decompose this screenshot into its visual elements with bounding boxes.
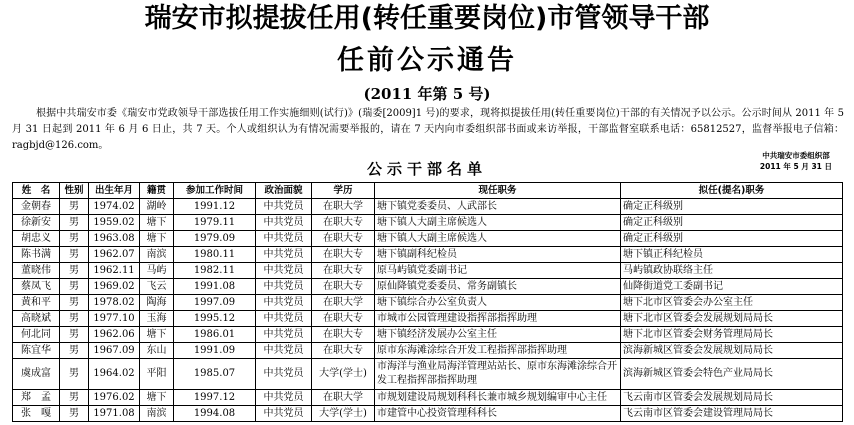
cell-birth: 1969.02 (89, 279, 140, 295)
table-row (13, 390, 843, 406)
cell-name: 徐新安 (13, 215, 60, 231)
header-proposed-post: 拟任(提名)职务 (621, 183, 843, 199)
cell-proposed-post: 飞云南市区管委会建设管理局局长 (621, 406, 843, 422)
cell-education: 在职大专 (312, 327, 375, 343)
cell-birth: 1962.06 (89, 327, 140, 343)
cell-native-place: 塘下 (140, 390, 174, 406)
cell-political-status: 中共党员 (256, 327, 312, 343)
cell-gender: 男 (60, 279, 89, 295)
cell-education: 在职大专 (312, 279, 375, 295)
cell-native-place: 陶海 (140, 295, 174, 311)
cell-work-start: 1991.08 (174, 279, 256, 295)
cell-education: 在职大专 (312, 231, 375, 247)
table-row (13, 279, 843, 295)
cell-work-start: 1980.11 (174, 247, 256, 263)
cell-current-post: 塘下镇人大副主席候选人 (375, 215, 621, 231)
cell-name: 何北同 (13, 327, 60, 343)
cell-political-status: 中共党员 (256, 279, 312, 295)
cell-current-post: 原仙降镇党委委员、常务副镇长 (375, 279, 621, 295)
cell-political-status: 中共党员 (256, 199, 312, 215)
header-birth: 出生年月 (89, 183, 140, 199)
cell-current-post: 塘下镇党委委员、人武部长 (375, 199, 621, 215)
table-row (13, 359, 843, 390)
cell-proposed-post: 飞云南市区管委会发展规划局局长 (621, 390, 843, 406)
table-row (13, 295, 843, 311)
cell-native-place: 飞云 (140, 279, 174, 295)
notice-subtitle: 任前公示通告 (337, 45, 517, 76)
issue-number: (2011 年第 5 号) (363, 85, 491, 103)
header-native-place: 籍贯 (140, 183, 174, 199)
table-row (13, 311, 843, 327)
cell-proposed-post: 仙降街道党工委副书记 (621, 279, 843, 295)
cell-native-place: 湖岭 (140, 199, 174, 215)
list-title: 公示干部名单 (366, 160, 487, 178)
cell-gender: 男 (60, 311, 89, 327)
cell-proposed-post: 塘下镇正科纪检员 (621, 247, 843, 263)
cell-birth: 1962.07 (89, 247, 140, 263)
cell-birth: 1963.08 (89, 231, 140, 247)
cell-birth: 1971.08 (89, 406, 140, 422)
cell-name: 黄和平 (13, 295, 60, 311)
cell-work-start: 1995.12 (174, 311, 256, 327)
cell-work-start: 1991.12 (174, 199, 256, 215)
cell-political-status: 中共党员 (256, 231, 312, 247)
table-row (13, 231, 843, 247)
table-row (13, 199, 843, 215)
cell-name: 胡忠义 (13, 231, 60, 247)
cell-gender: 男 (60, 247, 89, 263)
cell-name: 高晓斌 (13, 311, 60, 327)
cell-gender: 男 (60, 231, 89, 247)
cell-education: 在职大专 (312, 263, 375, 279)
cell-gender: 男 (60, 263, 89, 279)
issuer-date: 2011 年 5 月 31 日 (759, 162, 832, 171)
header-gender: 性别 (60, 183, 89, 199)
cell-work-start: 1982.11 (174, 263, 256, 279)
cell-political-status: 中共党员 (256, 247, 312, 263)
cell-current-post: 原马屿镇党委副书记 (375, 263, 621, 279)
cell-birth: 1959.02 (89, 215, 140, 231)
table-header-row (13, 183, 843, 199)
cell-native-place: 东山 (140, 343, 174, 359)
cell-proposed-post: 塘下北市区管委会发展规划局局长 (621, 311, 843, 327)
cell-proposed-post: 塘下北市区管委会办公室主任 (621, 295, 843, 311)
cell-education: 在职大学 (312, 295, 375, 311)
cell-gender: 男 (60, 215, 89, 231)
cell-native-place: 平阳 (140, 359, 174, 390)
cell-proposed-post: 滨海新城区管委会特色产业局局长 (621, 359, 843, 390)
cell-education: 在职大专 (312, 343, 375, 359)
table-row (13, 263, 843, 279)
cell-name: 陈书满 (13, 247, 60, 263)
table-row (13, 406, 843, 422)
cell-gender: 男 (60, 406, 89, 422)
cell-native-place: 马屿 (140, 263, 174, 279)
cell-work-start: 1991.09 (174, 343, 256, 359)
cell-gender: 男 (60, 359, 89, 390)
cell-name: 董晓伟 (13, 263, 60, 279)
cell-current-post: 塘下镇综合办公室负责人 (375, 295, 621, 311)
notice-title: 瑞安市拟提拔任用(转任重要岗位)市管领导干部 (144, 3, 710, 34)
table-row (13, 327, 843, 343)
table-row (13, 215, 843, 231)
cell-education: 在职大专 (312, 247, 375, 263)
cell-proposed-post: 确定正科级别 (621, 199, 843, 215)
cell-current-post: 塘下镇人大副主席候选人 (375, 231, 621, 247)
cell-native-place: 塘下 (140, 231, 174, 247)
cell-current-post: 市规划建设局规划科科长兼市城乡规划编审中心主任 (375, 390, 621, 406)
header-work-start: 参加工作时间 (174, 183, 256, 199)
cell-education: 在职大学 (312, 390, 375, 406)
cell-current-post: 塘下镇经济发展办公室主任 (375, 327, 621, 343)
cell-name: 张 嘎 (13, 406, 60, 422)
cell-political-status: 中共党员 (256, 359, 312, 390)
cell-work-start: 1979.09 (174, 231, 256, 247)
cell-name: 虞成富 (13, 359, 60, 390)
cell-birth: 1974.02 (89, 199, 140, 215)
header-education: 学历 (312, 183, 375, 199)
cell-proposed-post: 确定正科级别 (621, 231, 843, 247)
cell-work-start: 1997.12 (174, 390, 256, 406)
cell-education: 大学(学士) (312, 406, 375, 422)
cell-name: 蔡凤飞 (13, 279, 60, 295)
cell-birth: 1977.10 (89, 311, 140, 327)
cell-current-post: 市建管中心投资管理科科长 (375, 406, 621, 422)
cell-birth: 1967.09 (89, 343, 140, 359)
cell-political-status: 中共党员 (256, 343, 312, 359)
cell-current-post: 塘下镇副科纪检员 (375, 247, 621, 263)
cell-birth: 1976.02 (89, 390, 140, 406)
cell-education: 在职大专 (312, 215, 375, 231)
cell-education: 在职大学 (312, 199, 375, 215)
cell-work-start: 1985.07 (174, 359, 256, 390)
cell-current-post: 市城市公园管理建设指挥部指挥助理 (375, 311, 621, 327)
cell-gender: 男 (60, 199, 89, 215)
cell-name: 陈宜华 (13, 343, 60, 359)
issuer-org: 中共瑞安市委组织部 (762, 151, 830, 160)
cell-education: 在职大专 (312, 311, 375, 327)
cell-work-start: 1994.08 (174, 406, 256, 422)
cell-current-post: 原市东海滩涂综合开发工程指挥部指挥助理 (375, 343, 621, 359)
cell-political-status: 中共党员 (256, 215, 312, 231)
cell-education: 大学(学士) (312, 359, 375, 390)
cell-political-status: 中共党员 (256, 263, 312, 279)
cell-native-place: 塘下 (140, 327, 174, 343)
cell-work-start: 1986.01 (174, 327, 256, 343)
cell-birth: 1978.02 (89, 295, 140, 311)
cell-proposed-post: 滨海新城区管委会发展规划局局长 (621, 343, 843, 359)
cadre-table (12, 182, 843, 422)
cell-political-status: 中共党员 (256, 406, 312, 422)
cell-political-status: 中共党员 (256, 311, 312, 327)
cell-name: 金朝春 (13, 199, 60, 215)
cell-gender: 男 (60, 343, 89, 359)
cell-birth: 1962.11 (89, 263, 140, 279)
cell-political-status: 中共党员 (256, 390, 312, 406)
cell-native-place: 玉海 (140, 311, 174, 327)
cell-current-post: 市海洋与渔业局海洋管理站站长、原市东海滩涂综合开发工程指挥部指挥助理 (375, 359, 621, 390)
cell-gender: 男 (60, 295, 89, 311)
cell-work-start: 1997.09 (174, 295, 256, 311)
cell-native-place: 南滨 (140, 406, 174, 422)
header-name: 姓 名 (13, 183, 60, 199)
cell-proposed-post: 马屿镇政协联络主任 (621, 263, 843, 279)
table-row (13, 343, 843, 359)
cell-native-place: 塘下 (140, 215, 174, 231)
cell-political-status: 中共党员 (256, 295, 312, 311)
table-row (13, 247, 843, 263)
cell-native-place: 南滨 (140, 247, 174, 263)
cell-gender: 男 (60, 327, 89, 343)
cell-proposed-post: 确定正科级别 (621, 215, 843, 231)
cell-birth: 1964.02 (89, 359, 140, 390)
cell-name: 郑 孟 (13, 390, 60, 406)
cell-proposed-post: 塘下北市区管委会财务管理局局长 (621, 327, 843, 343)
notice-body: 根据中共瑞安市委《瑞安市党政领导干部选拔任用工作实施细则(试行)》(瑞委[2009]1 号)的要求，现将拟提拔任用(转任重要岗位)干部的有关情况予以公示。公示时间从 2011 年 5 月 31 日起到 2011 年 6 月 6 日止，共 7 天。个人或组织认为有情况需要举报的，请在 7 天内向市委组织部书面或来访举报，干部监督室联系电话：65812527，监督举报电子信箱：ragbjd@126.com。 (12, 108, 844, 151)
cell-gender: 男 (60, 390, 89, 406)
cell-work-start: 1979.11 (174, 215, 256, 231)
header-current-post: 现任职务 (375, 183, 621, 199)
header-political-status: 政治面貌 (256, 183, 312, 199)
